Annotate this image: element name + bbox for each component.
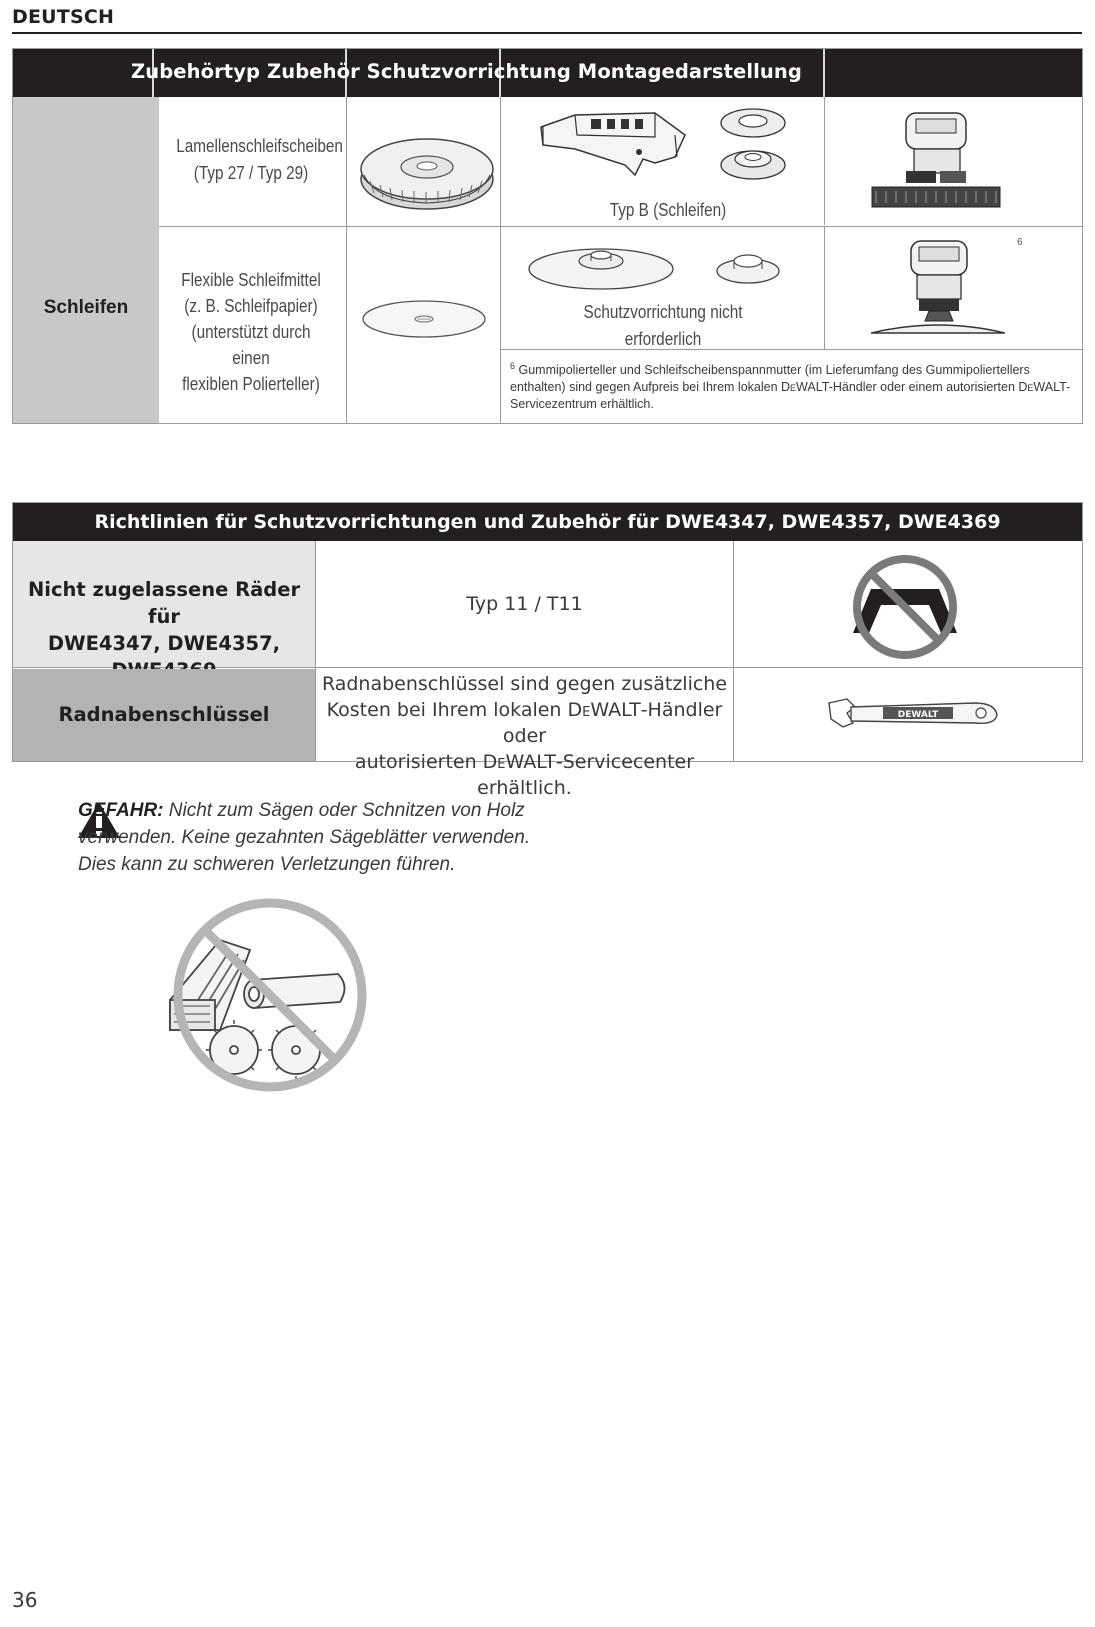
flap-disc-image bbox=[356, 131, 498, 217]
assembly-grinding-image bbox=[866, 107, 1006, 219]
sanding-paper-image bbox=[359, 293, 489, 343]
guidelines-table bbox=[12, 502, 1083, 799]
wrench-description: Radnabenschlüssel sind gegen zusätzliche Kosten bei Ihrem lokalen DeWALT-Händler oder autorisierten DeWALT-Servicecenter erhältlich. bbox=[321, 673, 728, 799]
wrench-brand: DEWALT bbox=[897, 710, 939, 720]
assembly-sanding-image bbox=[863, 237, 1013, 345]
guidelines-table-title: Richtlinien für Schutzvorrichtungen und Zubehör für DWE4347, DWE4357, DWE4369 bbox=[13, 503, 1082, 541]
type-11-label: Typ 11 / T11 bbox=[466, 593, 583, 615]
not-approved-label-cell bbox=[13, 541, 315, 667]
accessory-flexible-abrasive: Flexible Schleifmittel (z. B. Schleifpapier) (unterstützt durch einen flexiblen Polierteller) bbox=[181, 270, 321, 394]
language-label: DEUTSCH bbox=[12, 6, 115, 28]
danger-warning-text: GEFAHR: Nicht zum Sägen oder Schnitzen von Holz verwenden. Keine gezahnten Sägeblätter verwenden. Dies kann zu schweren Verletzungen führen. bbox=[78, 800, 531, 875]
page-number: 36 bbox=[12, 1588, 38, 1612]
clamp-nut-image bbox=[713, 243, 783, 289]
accessory-table-title: Zubehörtyp Zubehör Schutzvorrichtung Montagedarstellung bbox=[131, 60, 802, 83]
footnote: $^6$ Gummipolierteller und Schleifscheibenspannmutter (im Lieferumfang des Gummipoliertellers enthalten) sind gegen Aufpreis bei Ihrem lokalen DeWALT-Händler oder einem autorisierten DeWALT-Servicezentrum erhältlich. bbox=[510, 361, 1071, 412]
not-approved-label: Nicht zugelassene Räder für DWE4347, DWE4357, bbox=[27, 578, 301, 655]
wrench-label: Radnabenschlüssel bbox=[58, 703, 270, 726]
prohibited-wheel-icon bbox=[847, 551, 963, 659]
category-cell bbox=[13, 97, 159, 423]
flange-nut-image bbox=[713, 105, 793, 187]
category-label: Schleifen bbox=[43, 297, 129, 318]
backing-pad-image bbox=[525, 235, 681, 295]
spanner-wrench-image bbox=[825, 693, 1005, 735]
header-rule bbox=[12, 32, 1082, 34]
wrench-label-cell bbox=[13, 669, 315, 761]
accessory-table-header bbox=[13, 49, 1082, 97]
footnote-marker: 6 bbox=[1017, 237, 1023, 248]
accessory-flap-disc: Lamellenschleifscheiben (Typ 27 / Typ 29) bbox=[176, 136, 343, 183]
no-guard-label: Schutzvorrichtung nicht erforderlich bbox=[583, 302, 743, 349]
guard-type-b-label: Typ B (Schleifen) bbox=[609, 200, 727, 220]
no-wood-cutting-icon bbox=[160, 890, 380, 1100]
accessory-table bbox=[12, 48, 1083, 424]
